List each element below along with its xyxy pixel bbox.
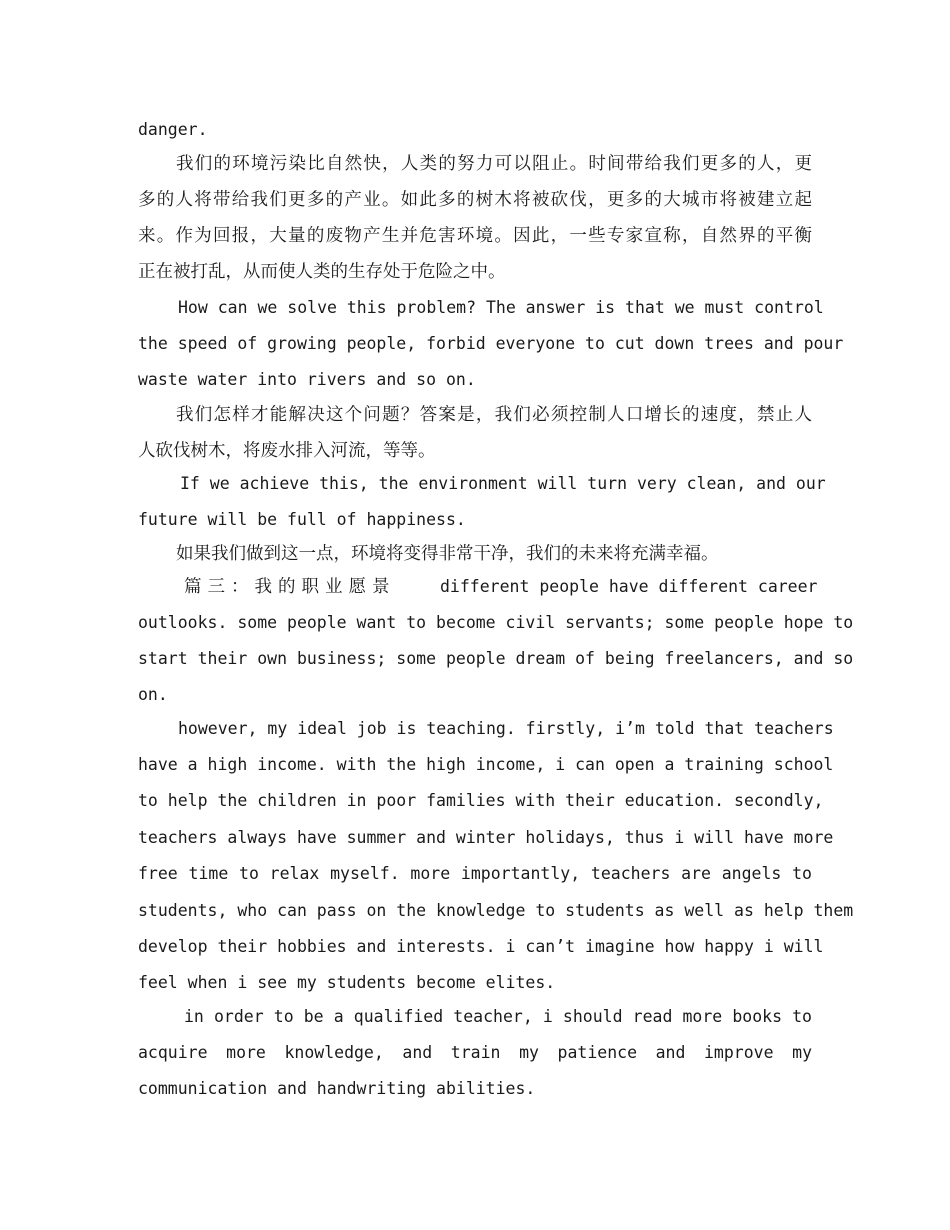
paragraph-line: 正在被打乱，从而使人类的生存处于危险之中。	[138, 262, 506, 282]
paragraph-line: 如果我们做到这一点，环境将变得非常干净，我们的未来将充满幸福。	[176, 544, 719, 564]
paragraph-line: in order to be a qualified teacher, i should read more books to	[184, 1007, 812, 1026]
paragraph-line: future will be full of happiness.	[138, 510, 466, 529]
paragraph-line: danger.	[138, 120, 208, 139]
paragraph-line: however, my ideal job is teaching. firstly, i’m told that teachers	[178, 719, 834, 738]
paragraph-line: students, who can pass on the knowledge to students as well as help them	[138, 901, 854, 920]
paragraph-line: 人砍伐树木，将废水排入河流，等等。	[138, 441, 436, 461]
paragraph-line: teachers always have summer and winter holidays, thus i will have more	[138, 828, 834, 847]
paragraph-line: start their own business; some people dream of being freelancers, and so	[138, 649, 854, 668]
paragraph-line: How can we solve this problem? The answer is that we must control	[178, 298, 824, 317]
paragraph-line: communication and handwriting abilities.	[138, 1079, 536, 1098]
section-heading: 篇三：我的职业愿景	[184, 577, 396, 597]
paragraph-line: have a high income. with the high income, i can open a training school	[138, 755, 834, 774]
paragraph-line: 来。作为回报，大量的废物产生并危害环境。因此，一些专家宣称，自然界的平衡	[138, 226, 812, 246]
paragraph-line: develop their hobbies and interests. i can’t imagine how happy i will	[138, 937, 824, 956]
paragraph-line: acquire more knowledge, and train my patience and improve my	[138, 1043, 812, 1062]
paragraph-line: different people have different career	[440, 577, 818, 596]
paragraph-line: the speed of growing people, forbid everyone to cut down trees and pour	[138, 334, 844, 353]
paragraph-line: 我们的环境污染比自然快，人类的努力可以阻止。时间带给我们更多的人，更	[176, 154, 812, 174]
paragraph-line: feel when i see my students become elites.	[138, 973, 556, 992]
paragraph-line: to help the children in poor families with their education. secondly,	[138, 791, 824, 810]
paragraph-line: waste water into rivers and so on.	[138, 370, 476, 389]
paragraph-line: 多的人将带给我们更多的产业。如此多的树木将被砍伐，更多的大城市将被建立起	[138, 190, 812, 210]
paragraph-line: 我们怎样才能解决这个问题？答案是，我们必须控制人口增长的速度，禁止人	[176, 405, 812, 425]
paragraph-line: If we achieve this, the environment will turn very clean, and our	[180, 474, 826, 493]
paragraph-line: outlooks. some people want to become civil servants; some people hope to	[138, 613, 854, 632]
paragraph-line: on.	[138, 685, 168, 704]
paragraph-line: free time to relax myself. more importantly, teachers are angels to	[138, 864, 812, 883]
